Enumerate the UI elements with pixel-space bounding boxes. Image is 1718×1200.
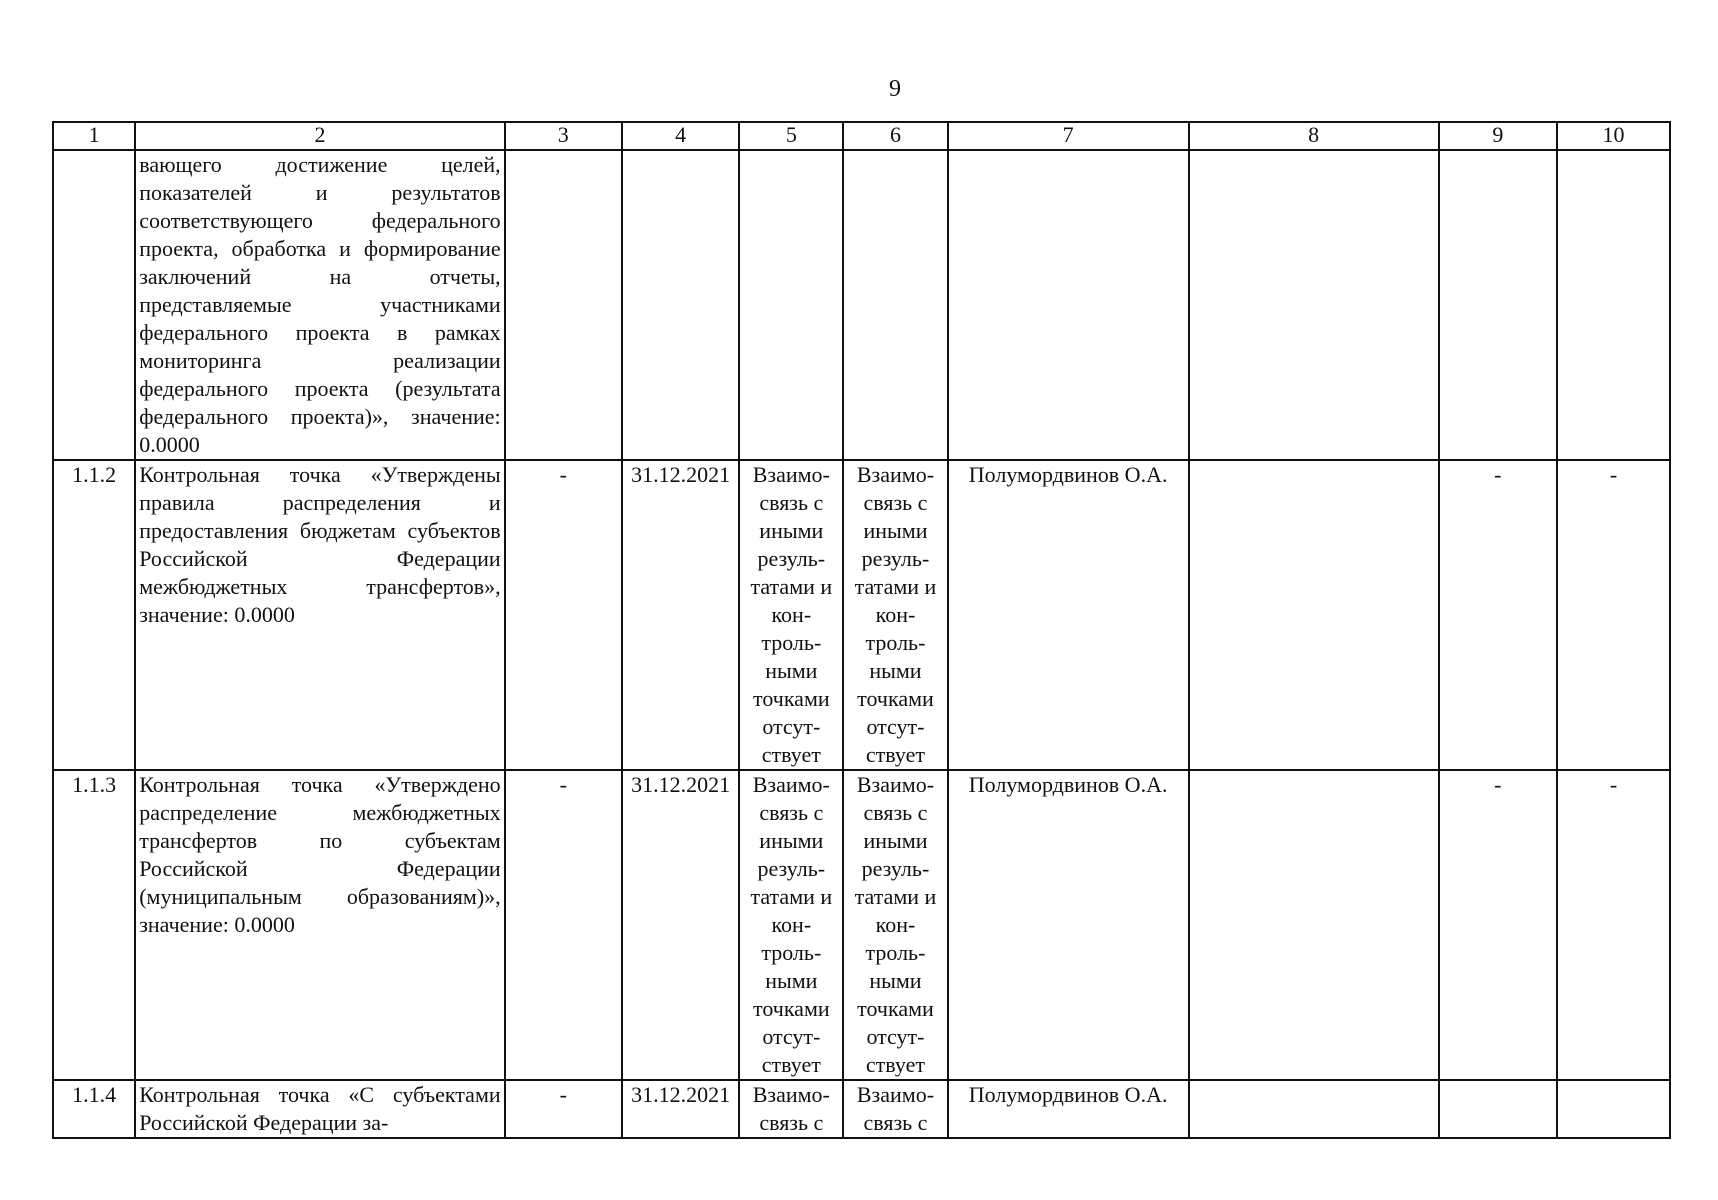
row-date: 31.12.2021	[622, 1080, 739, 1138]
row-col10	[1557, 1080, 1670, 1138]
table-row	[53, 770, 1670, 1080]
row-col10: -	[1557, 770, 1670, 1080]
table-row	[53, 460, 1670, 770]
row-link-next	[843, 150, 947, 460]
plan-table	[52, 121, 1671, 1139]
row-link-prev	[739, 150, 843, 460]
header-cell-7: 7	[948, 122, 1189, 150]
row-col10	[1557, 150, 1670, 460]
table-row	[53, 1080, 1670, 1138]
row-date: 31.12.2021	[622, 770, 739, 1080]
page-number: 9	[889, 76, 901, 102]
table-row	[53, 150, 1670, 460]
row-date	[622, 150, 739, 460]
header-cell-2: 2	[135, 122, 504, 150]
header-cell-9: 9	[1439, 122, 1557, 150]
row-responsible	[948, 150, 1189, 460]
row-col8	[1189, 1080, 1439, 1138]
row-responsible: Полумордвинов О.А.	[948, 1080, 1189, 1138]
row-col8	[1189, 150, 1439, 460]
header-cell-10: 10	[1557, 122, 1670, 150]
header-cell-6: 6	[843, 122, 947, 150]
row-col8	[1189, 770, 1439, 1080]
row-link-next: Взаимо-связь с иными резуль-татами и кон-троль-ными точками отсут-ствует	[843, 460, 947, 770]
row-date: 31.12.2021	[622, 460, 739, 770]
row-description: Контрольная точка «С субъектами Российской Федерации за-	[135, 1080, 504, 1138]
row-col9	[1439, 1080, 1557, 1138]
header-cell-3: 3	[505, 122, 622, 150]
row-number: 1.1.2	[53, 460, 135, 770]
row-link-prev: Взаимо-связь с	[739, 1080, 843, 1138]
header-row	[53, 122, 1670, 150]
row-link-next: Взаимо-связь с иными резуль-татами и кон-троль-ными точками отсут-ствует	[843, 770, 947, 1080]
row-col9: -	[1439, 460, 1557, 770]
row-col3: -	[505, 1080, 622, 1138]
row-col9	[1439, 150, 1557, 460]
row-col3	[505, 150, 622, 460]
row-responsible: Полумордвинов О.А.	[948, 770, 1189, 1080]
header-cell-5: 5	[739, 122, 843, 150]
row-link-next: Взаимо-связь с	[843, 1080, 947, 1138]
row-link-prev: Взаимо-связь с иными резуль-татами и кон-троль-ными точками отсут-ствует	[739, 770, 843, 1080]
row-description: Контрольная точка «Утверждено распределение межбюджетных трансфертов по субъектам Российской Федерации (муниципальным образованиям)», значение: 0.0000	[135, 770, 504, 1080]
row-description: вающего достижение целей, показателей и результатов соответствующего федерального проекта, обработка и формирование заключений на отчеты, представляемые участниками федерального проекта в рамках мониторинга реализации федерального проекта (результата федерального проекта)», значение: 0.0000	[135, 150, 504, 460]
header-cell-4: 4	[622, 122, 739, 150]
row-col8	[1189, 460, 1439, 770]
row-responsible: Полумордвинов О.А.	[948, 460, 1189, 770]
row-description: Контрольная точка «Утверждены правила распределения и предоставления бюджетам субъектов Российской Федерации межбюджетных трансфертов», значение: 0.0000	[135, 460, 504, 770]
row-col3: -	[505, 770, 622, 1080]
row-link-prev: Взаимо-связь с иными резуль-татами и кон-троль-ными точками отсут-ствует	[739, 460, 843, 770]
row-number: 1.1.3	[53, 770, 135, 1080]
row-col9: -	[1439, 770, 1557, 1080]
header-cell-1: 1	[53, 122, 135, 150]
row-number	[53, 150, 135, 460]
row-number: 1.1.4	[53, 1080, 135, 1138]
row-col3: -	[505, 460, 622, 770]
header-cell-8: 8	[1189, 122, 1439, 150]
row-col10: -	[1557, 460, 1670, 770]
